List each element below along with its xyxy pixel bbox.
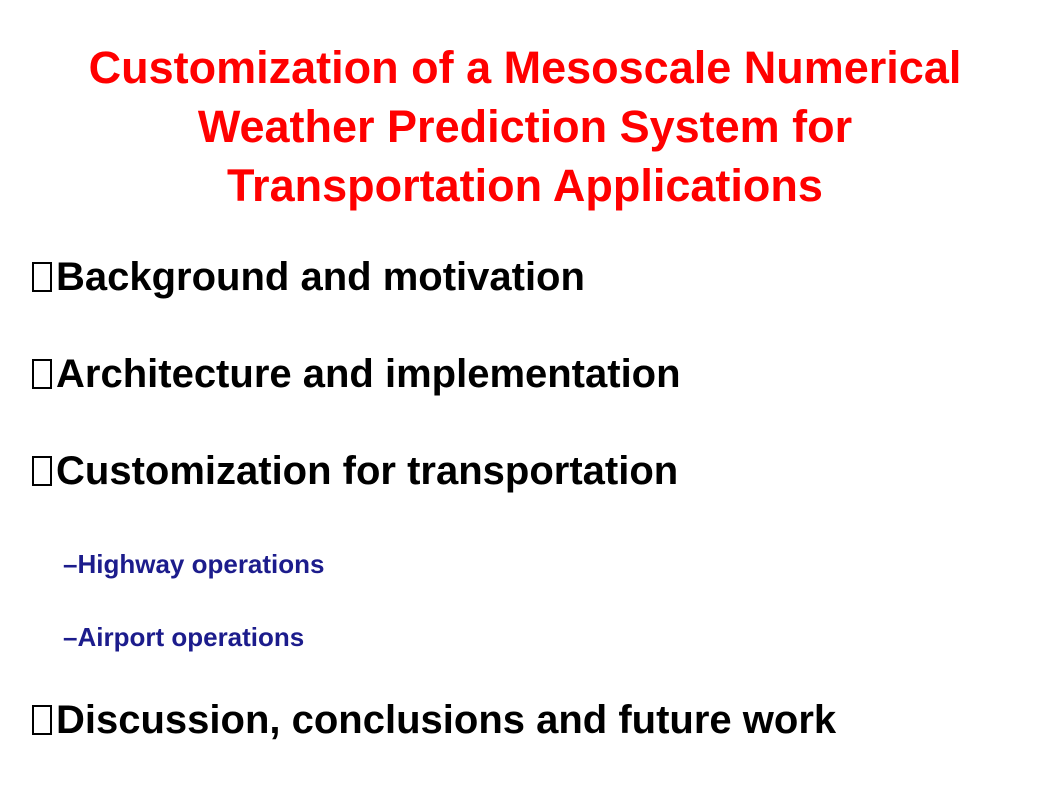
bullet-label: Customization for transportation xyxy=(56,449,679,493)
bullet-architecture xyxy=(32,350,681,398)
title-line-3: Transportation Applications xyxy=(227,160,823,211)
bullet-label: Discussion, conclusions and future work xyxy=(56,698,837,742)
bullet-background xyxy=(32,253,585,301)
missing-glyph-box-icon xyxy=(32,456,52,486)
sub-bullet-highway: –Highway operations xyxy=(63,549,325,579)
bullet-discussion xyxy=(32,696,836,744)
bullet-label: Architecture and implementation xyxy=(56,352,681,396)
missing-glyph-box-icon xyxy=(32,359,52,389)
missing-glyph-box-icon xyxy=(32,262,52,292)
slide-title xyxy=(0,38,1050,215)
title-line-1: Customization of a Mesoscale Numerical xyxy=(88,42,962,93)
title-line-2: Weather Prediction System for xyxy=(197,101,853,152)
missing-glyph-box-icon xyxy=(32,705,52,735)
bullet-label: Background and motivation xyxy=(56,255,585,299)
bullet-customization xyxy=(32,447,678,495)
sub-bullet-airport: –Airport operations xyxy=(63,622,305,652)
